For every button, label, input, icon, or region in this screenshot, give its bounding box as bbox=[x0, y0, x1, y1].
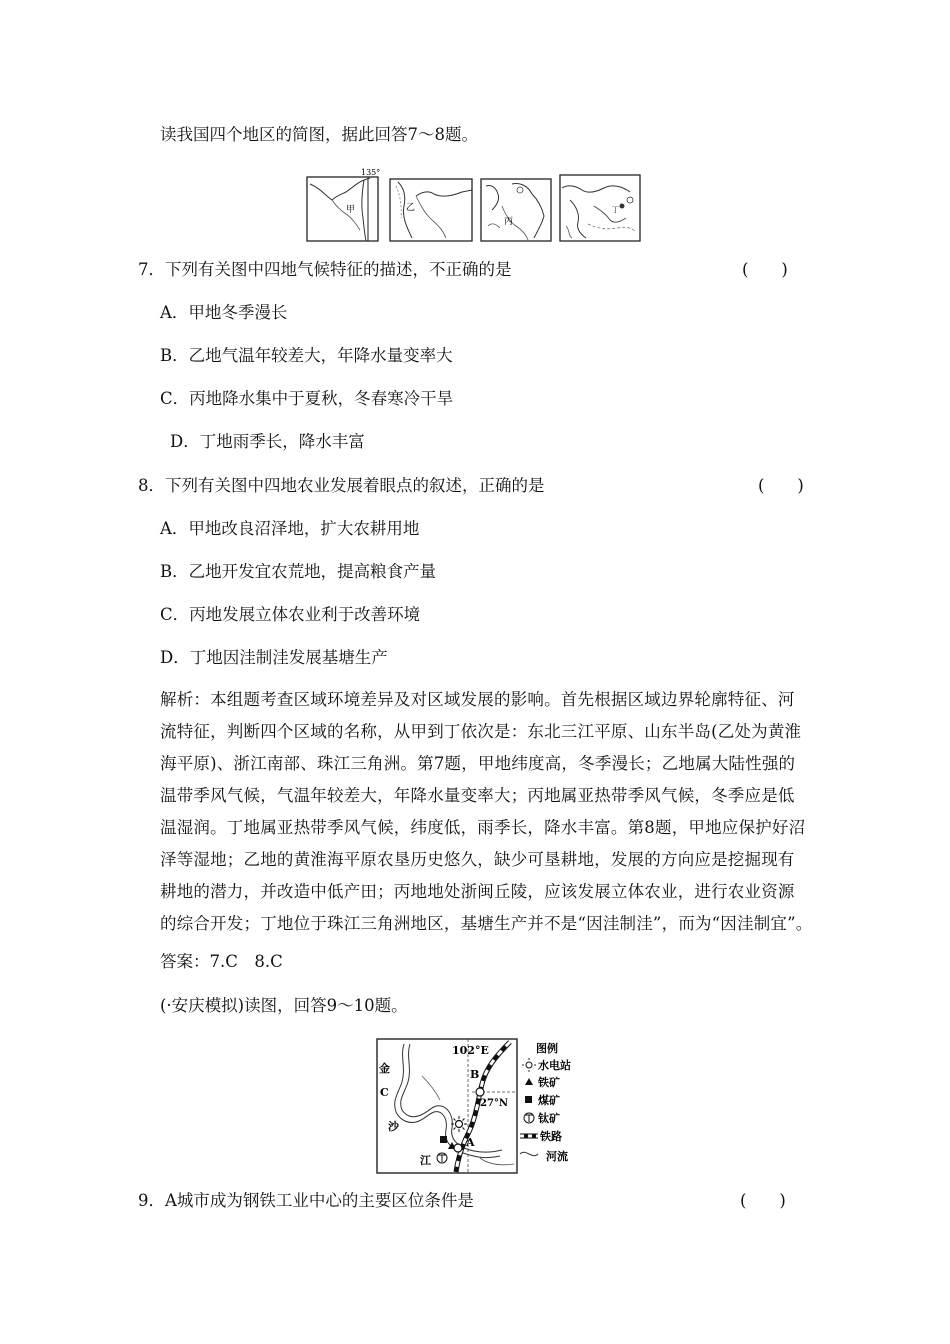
intro-questions-9-10: (·安庆模拟)读图，回答9～10题。 bbox=[160, 996, 408, 1015]
question-9-stem: 9．A城市成为钢铁工业中心的主要区位条件是 bbox=[138, 1191, 474, 1210]
city-a-marker bbox=[454, 1144, 462, 1152]
analysis-line: 流特征，判断四个区域的名称，从甲到丁依次是：东北三江平原、山东半岛(乙处为黄淮 bbox=[160, 722, 802, 741]
four-regions-map-svg bbox=[306, 166, 642, 244]
legend-railway: 铁路 bbox=[540, 1130, 562, 1143]
question-7-option-a: A．甲地冬季漫长 bbox=[160, 303, 288, 322]
analysis-line: 耕地的潜力，并改造中低产田；丙地地处浙闽丘陵，应该发展立体农业，进行农业资源 bbox=[160, 882, 795, 901]
analysis-paragraph bbox=[160, 684, 820, 940]
label-city-c: C bbox=[380, 1086, 389, 1099]
region-map-svg bbox=[376, 1038, 580, 1176]
label-135: 135° bbox=[361, 168, 381, 177]
answer-line: 答案：7.C 8.C bbox=[160, 952, 283, 971]
analysis-line: 温湿润。丁地属亚热带季风气候，纬度低，雨季长，降水丰富。第8题，甲地应保护好沼 bbox=[160, 818, 806, 837]
legend-river: 河流 bbox=[546, 1150, 568, 1163]
analysis-line: 泽等湿地；乙地的黄淮海平原农垦历史悠久，缺少可垦耕地，发展的方向应是挖掘现有 bbox=[160, 850, 795, 869]
analysis-line: 温带季风气候，气温年较差大，年降水量变率大；丙地属亚热带季风气候，冬季应是低 bbox=[160, 786, 795, 805]
figure-panzhihua-map bbox=[376, 1038, 580, 1176]
legend-hydro-icon bbox=[522, 1058, 536, 1072]
legend-titanium-icon bbox=[524, 1113, 534, 1123]
legend-coal-icon bbox=[525, 1096, 532, 1103]
titanium-mine-icon bbox=[437, 1153, 447, 1163]
analysis-line: 海平原)、浙江南部、珠江三角洲。第7题，甲地纬度高，冬季漫长；乙地属大陆性强的 bbox=[160, 754, 796, 773]
analysis-line: 解析：本组题考查区域环境差异及对区域发展的影响。首先根据区域边界轮廓特征、河 bbox=[160, 690, 795, 709]
question-8-answer-bracket: ( ) bbox=[758, 476, 804, 495]
label-yi: 乙 bbox=[406, 203, 416, 213]
label-sha: 沙 bbox=[388, 1120, 399, 1133]
question-8-option-d: D．丁地因洼制洼发展基塘生产 bbox=[160, 648, 388, 667]
legend-river-icon bbox=[520, 1152, 538, 1155]
question-8-stem: 8．下列有关图中四地农业发展着眼点的叙述，正确的是 bbox=[138, 476, 545, 495]
intro-questions-7-8: 读我国四个地区的简图，据此回答7～8题。 bbox=[160, 125, 478, 144]
question-7-option-c: C．丙地降水集中于夏秋，冬春寒冷干旱 bbox=[160, 389, 454, 408]
legend-title: 图例 bbox=[536, 1042, 558, 1055]
label-city-a: A bbox=[466, 1136, 475, 1149]
map-legend bbox=[520, 1041, 571, 1163]
label-jia: 甲 bbox=[346, 205, 356, 215]
region-map-yi bbox=[390, 179, 472, 241]
legend-hydro: 水电站 bbox=[538, 1059, 571, 1072]
region-map-ding bbox=[560, 175, 640, 241]
legend-coal: 煤矿 bbox=[538, 1094, 560, 1107]
question-7-option-d: D．丁地雨季长，降水丰富 bbox=[170, 432, 365, 451]
label-ding: 丁 bbox=[612, 206, 619, 214]
question-9-answer-bracket: ( ) bbox=[740, 1191, 786, 1210]
question-8-option-a: A．甲地改良沼泽地，扩大农耕用地 bbox=[160, 519, 420, 538]
legend-iron-icon bbox=[525, 1078, 533, 1085]
legend-iron: 铁矿 bbox=[538, 1076, 560, 1089]
question-7-stem: 7．下列有关图中四地气候特征的描述，不正确的是 bbox=[138, 260, 512, 279]
question-8-option-b: B．乙地开发宜农荒地，提高粮食产量 bbox=[160, 562, 437, 581]
analysis-line: 的综合开发；丁地位于珠江三角洲地区，基塘生产并不是“因洼制洼”，而为“因洼制宜”。 bbox=[160, 914, 813, 933]
question-8-option-c: C．丙地发展立体农业利于改善环境 bbox=[160, 605, 421, 624]
region-map-jia bbox=[307, 168, 380, 241]
legend-titanium: 钛矿 bbox=[538, 1112, 560, 1125]
coal-mine-icon bbox=[440, 1136, 447, 1143]
region-map-bing bbox=[481, 179, 551, 241]
label-city-b: B bbox=[470, 1068, 480, 1081]
label-bing: 丙 bbox=[504, 217, 514, 227]
label-27n: 27°N bbox=[480, 1098, 509, 1109]
label-jin: 金 bbox=[379, 1062, 390, 1075]
label-jiang: 江 bbox=[420, 1154, 431, 1167]
question-7-option-b: B．乙地气温年较差大，年降水量变率大 bbox=[160, 346, 453, 365]
figure-four-regions bbox=[306, 166, 642, 244]
label-102e: 102°E bbox=[452, 1044, 489, 1057]
question-7-answer-bracket: ( ) bbox=[742, 260, 788, 279]
city-b-marker bbox=[476, 1088, 484, 1096]
